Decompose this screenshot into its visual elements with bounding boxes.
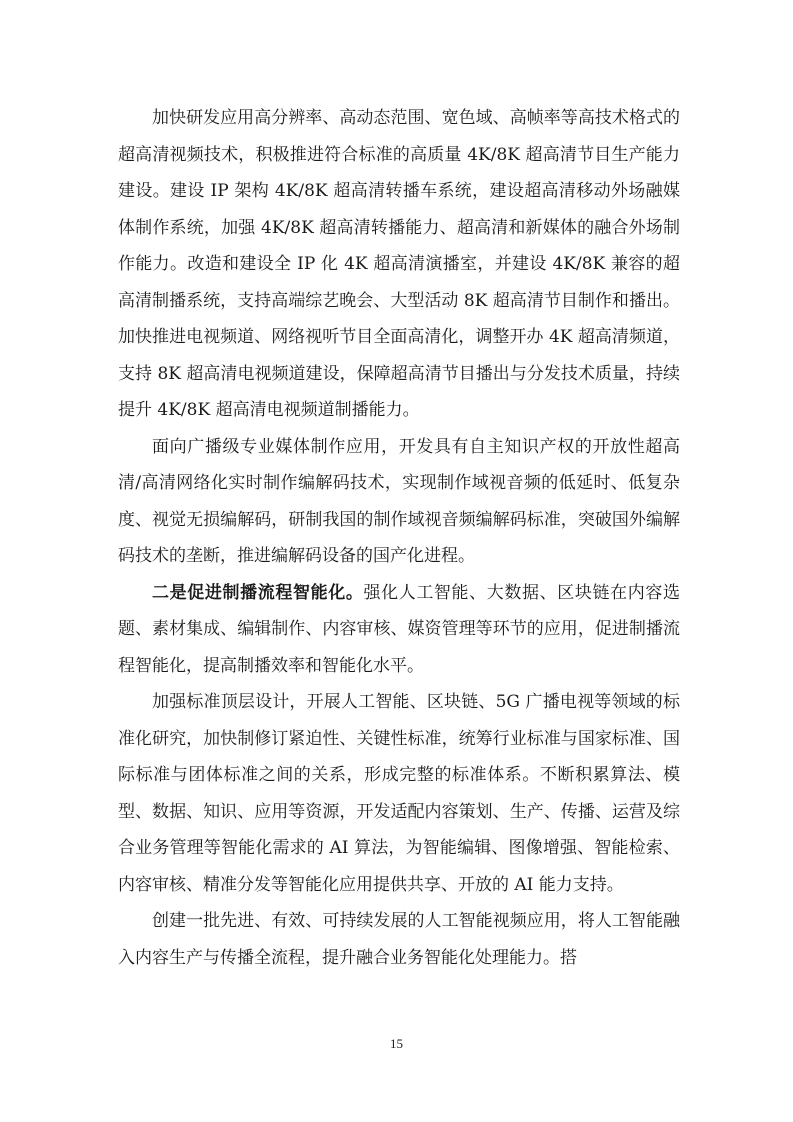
- paragraph-5-text: 创建一批先进、有效、可持续发展的人工智能视频应用，将人工智能融入内容生产与传播全流程，提升融合业务智能化处理能力。搭: [118, 911, 680, 968]
- paragraph-2: [118, 429, 680, 575]
- paragraph-2-text: 面向广播级专业媒体制作应用，开发具有自主知识产权的开放性超高清/高清网络化实时制作编解码技术，实现制作域视音频的低延时、低复杂度、视觉无损编解码，研制我国的制作域视音频编解码标准，突破国外编解码技术的垄断，推进编解码设备的国产化进程。: [118, 436, 680, 566]
- paragraph-3-lead: 二是促进制播流程智能化。: [152, 582, 364, 603]
- paragraph-1-text: 加快研发应用高分辨率、高动态范围、宽色域、高帧率等高技术格式的超高清视频技术，积极推进符合标准的高质量 4K/8K 超高清节目生产能力建设。建设 IP 架构 4K/8K 超高清转播车系统，建设超高清移动外场融媒体制作系统，加强 4K/8K 超高清转播能力、超高清和新媒体的融合外场制作能力。改造和建设全 IP 化 4K 超高清演播室，并建设 4K/8K 兼容的超高清制播系统，支持高端综艺晚会、大型活动 8K 超高清节目制作和播出。加快推进电视频道、网络视听节目全面高清化，调整开办 4K 超高清频道，支持 8K 超高清电视频道建设，保障超高清节目播出与分发技术质量，持续提升 4K/8K 超高清电视频道制播能力。: [118, 108, 680, 420]
- paragraph-1: [118, 100, 680, 429]
- paragraph-3: [118, 575, 680, 685]
- paragraph-5: [118, 903, 680, 976]
- body-text: [118, 100, 680, 976]
- paragraph-4-text: 加强标准顶层设计，开展人工智能、区块链、5G 广播电视等领域的标准化研究，加快制修订紧迫性、关键性标准，统筹行业标准与国家标准、国际标准与团体标准之间的关系，形成完整的标准体系。不断积累算法、模型、数据、知识、应用等资源，开发适配内容策划、生产、传播、运营及综合业务管理等智能化需求的 AI 算法，为智能编辑、图像增强、智能检索、内容审核、精准分发等智能化应用提供共享、开放的 AI 能力支持。: [118, 692, 680, 895]
- paragraph-4: [118, 684, 680, 903]
- paragraph-3-text: 强化人工智能、大数据、区块链在内容选题、素材集成、编辑制作、内容审核、媒资管理等环节的应用，促进制播流程智能化，提高制播效率和智能化水平。: [118, 582, 681, 676]
- page-number: 15: [390, 1036, 403, 1051]
